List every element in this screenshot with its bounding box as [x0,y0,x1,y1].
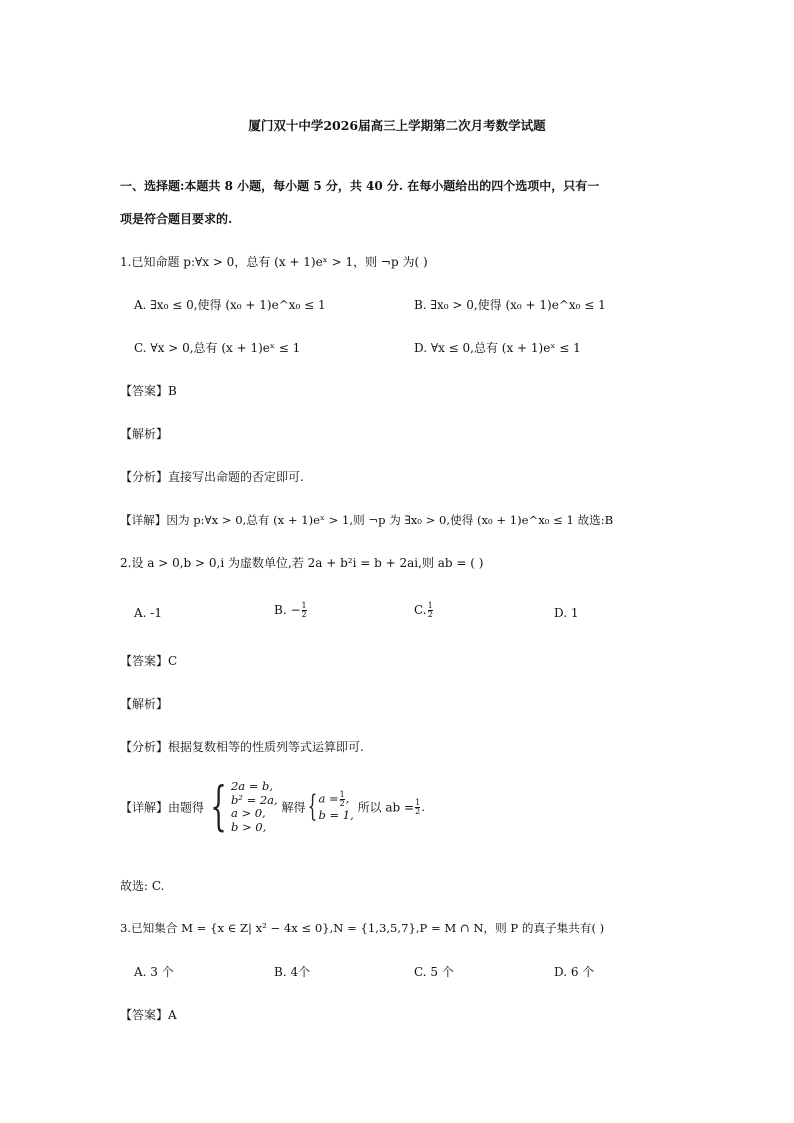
q2-option-d: D. 1 [554,606,579,620]
fraction-denominator: 2 [415,806,421,816]
q3-option-b: B. 4个 [274,965,311,979]
equation-system-solution [309,791,353,823]
q2-solve-word: 解得 [281,800,306,815]
solution-a-fraction [340,791,345,808]
fraction-denominator: 2 [339,799,345,808]
q3-answer: 【答案】A [120,1008,177,1022]
q2-conclusion: 所以 ab = [357,800,415,815]
fraction-numerator: 1 [427,601,433,610]
system-line: 2a = b, [230,779,274,793]
q2-detail-prefix: 【详解】由题得 [120,800,205,815]
q1-option-d: D. ∀x ≤ 0,总有 (x + 1)eˣ ≤ 1 [414,341,581,355]
fraction-numerator: 1 [415,797,421,807]
q2-analysis-heading: 【解析】 [120,697,169,711]
q2-stem: 2.设 a > 0,b > 0,i 为虚数单位,若 2a + b²i = b + 2ai,则 ab = ( ) [120,556,484,570]
fraction-numerator: 1 [339,790,345,799]
q2-conclusion-fraction [415,799,420,816]
system-line: a > 0, [230,806,266,820]
section-heading-line1: 一、选择题:本题共 8 小题，每小题 5 分，共 40 分. 在每小题给出的四个选项中，只有一 [120,179,600,193]
q2-option-c-label: C. [414,603,427,617]
section-heading-line2: 项是符合题目要求的. [120,212,233,226]
fraction-numerator: 1 [301,601,307,610]
q2-option-c [414,600,434,620]
equation-system-given [208,777,278,837]
q1-option-c: C. ∀x > 0,总有 (x + 1)eˣ ≤ 1 [134,341,301,355]
fraction-denominator: 2 [427,610,433,619]
q3-stem: 3.已知集合 M = {x ∈ Z| x² − 4x ≤ 0},N = {1,3,5,7},P = M ∩ N，则 P 的真子集共有( ) [120,921,605,935]
fraction-denominator: 2 [301,610,307,619]
solution-line-a: a = $\frac{1}{2}$ , [318,790,350,808]
q2-answer: 【答案】C [120,654,178,668]
q1-option-a: A. ∃x₀ ≤ 0,使得 (x₀ + 1)e^x₀ ≤ 1 [134,298,326,312]
system-line: b² = 2a, [230,792,278,807]
q2-option-b-fraction [302,602,307,619]
q1-answer: 【答案】B [120,384,177,398]
q2-option-c-fraction [428,602,433,619]
period: . [421,800,426,814]
q1-option-b: B. ∃x₀ > 0,使得 (x₀ + 1)e^x₀ ≤ 1 [414,298,606,312]
q2-choice: 故选: C. [120,879,165,893]
q2-analysis: 【分析】根据复数相等的性质列等式运算即可. [120,740,364,754]
solution-a-label: a = [318,791,339,806]
q3-option-a: A. 3 个 [134,965,174,979]
q1-analysis-heading: 【解析】 [120,427,169,441]
page-title: 厦门双十中学2026届高三上学期第二次月考数学试题 [248,118,546,133]
q1-analysis: 【分析】直接写出命题的否定即可. [120,470,304,484]
q2-option-b [274,600,308,620]
system-line: b > 0, [230,819,267,834]
solution-line-b: b = 1, [318,808,354,822]
q1-stem: 1.已知命题 p:∀x > 0，总有 (x + 1)eˣ > 1，则 ¬p 为( ) [120,255,428,269]
q2-option-a: A. -1 [134,606,162,620]
q2-option-b-label: B. − [274,603,301,617]
q2-detail [120,777,426,837]
left-brace-icon: { [210,777,227,837]
q1-detail: 【详解】因为 p:∀x > 0,总有 (x + 1)eˣ > 1,则 ¬p 为 ∃x₀ > 0,使得 (x₀ + 1)e^x₀ ≤ 1 故选:B [120,513,614,527]
q3-option-d: D. 6 个 [554,965,595,979]
left-brace-icon: { [308,789,318,824]
q3-option-c: C. 5 个 [414,965,454,979]
